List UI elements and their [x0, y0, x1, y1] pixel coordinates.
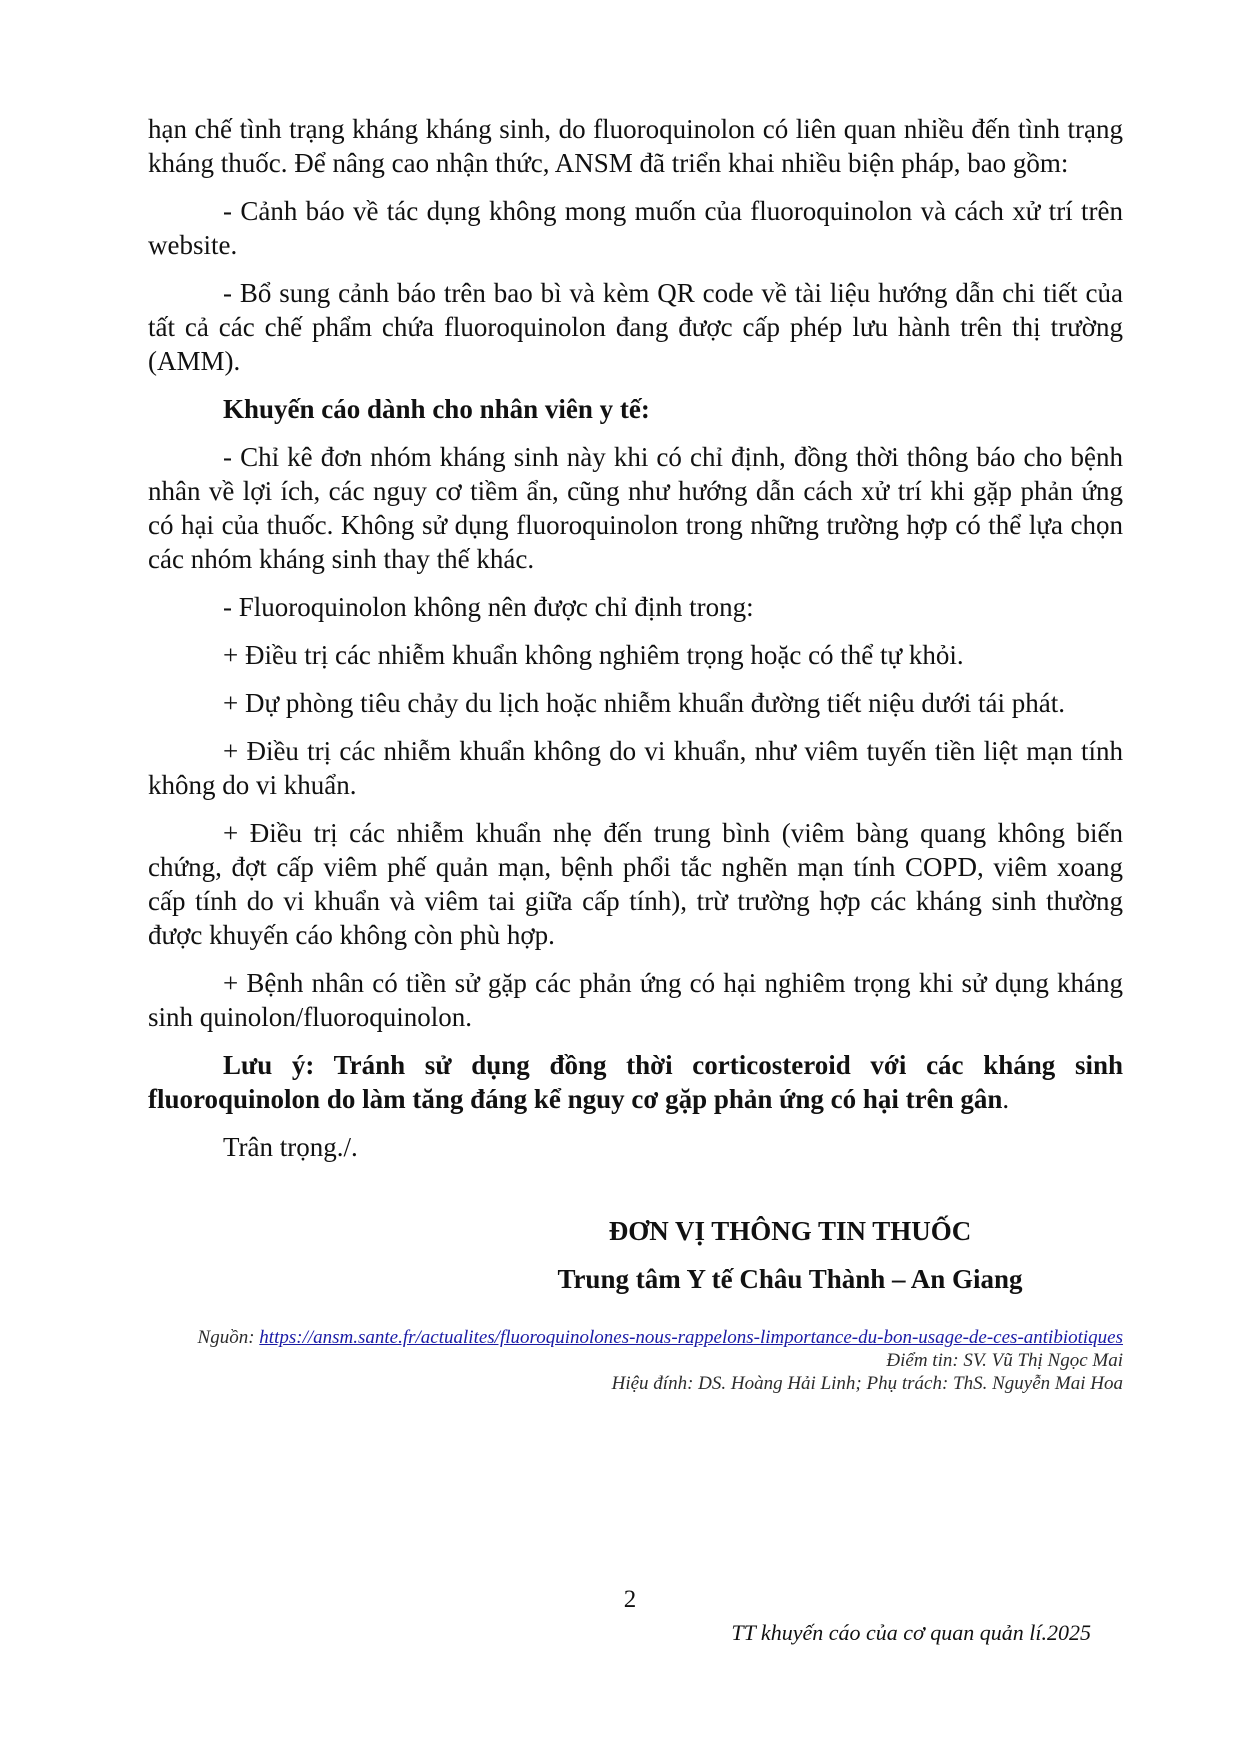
recommendation-2: - Fluoroquinolon không nên được chỉ định trong:: [223, 592, 754, 622]
closing-text: Trân trọng./.: [223, 1132, 358, 1162]
recommendation-heading: Khuyến cáo dành cho nhân viên y tế:: [223, 394, 650, 424]
contraindication-1: + Điều trị các nhiễm khuẩn không nghiêm trọng hoặc có thể tự khỏi.: [223, 640, 964, 670]
note-paragraph: [148, 1048, 1123, 1116]
source-line: [173, 1326, 1123, 1349]
contraindication-5: + Bệnh nhân có tiền sử gặp các phản ứng có hại nghiêm trọng khi sử dụng kháng sinh quinolon/fluoroquinolon.: [148, 968, 1123, 1032]
page-number: 2: [623, 1586, 637, 1613]
note-text: Lưu ý: Tránh sử dụng đồng thời corticosteroid với các kháng sinh fluoroquinolon do làm tăng đáng kể nguy cơ gặp phản ứng có hại trên gân: [148, 1050, 1123, 1114]
contraindication-3: + Điều trị các nhiễm khuẩn không do vi khuẩn, như viêm tuyến tiền liệt mạn tính không do vi khuẩn.: [148, 736, 1123, 800]
page-footer: TT khuyến cáo của cơ quan quản lí.2025: [731, 1620, 1091, 1645]
review-credit: Hiệu đính: DS. Hoàng Hải Linh; Phụ trách: ThS. Nguyễn Mai Hoa: [611, 1373, 1123, 1394]
intro-paragraph: hạn chế tình trạng kháng kháng sinh, do fluoroquinolon có liên quan nhiều đến tình trạng kháng thuốc. Để nâng cao nhận thức, ANSM đã triển khai nhiều biện pháp, bao gồm:: [148, 114, 1123, 178]
source-label: Nguồn:: [197, 1327, 260, 1348]
recommendation-1: - Chỉ kê đơn nhóm kháng sinh này khi có chỉ định, đồng thời thông báo cho bệnh nhân về lợi ích, các nguy cơ tiềm ẩn, cũng như hướng dẫn cách xử trí khi gặp phản ứng có hại của thuốc. Không sử dụng fluoroquinolon trong những trường hợp có thể lựa chọn các nhóm kháng sinh thay thế khác.: [148, 442, 1123, 574]
document-body: [148, 112, 1123, 1178]
summary-credit: Điểm tin: SV. Vũ Thị Ngọc Mai: [886, 1350, 1123, 1371]
source-link[interactable]: https://ansm.sante.fr/actualites/fluoroquinolones-nous-rappelons-limportance-du-bon-usage-de-ces-antibiotiques: [259, 1327, 1123, 1348]
measure-item-1: - Cảnh báo về tác dụng không mong muốn của fluoroquinolon và cách xử trí trên website.: [148, 196, 1123, 260]
signature-organization: Trung tâm Y tế Châu Thành – An Giang: [557, 1264, 1023, 1294]
note-period: .: [1002, 1084, 1010, 1114]
signature-unit: ĐƠN VỊ THÔNG TIN THUỐC: [608, 1216, 972, 1246]
measure-item-2: - Bổ sung cảnh báo trên bao bì và kèm QR code về tài liệu hướng dẫn chi tiết của tất cả các chế phẩm chứa fluoroquinolon đang được cấp phép lưu hành trên thị trường (AMM).: [148, 278, 1123, 376]
contraindication-4: + Điều trị các nhiễm khuẩn nhẹ đến trung bình (viêm bàng quang không biến chứng, đợt cấp viêm phế quản mạn, bệnh phổi tắc nghẽn mạn tính COPD, viêm xoang cấp tính do vi khuẩn và viêm tai giữa cấp tính), trừ trường hợp các kháng sinh thường được khuyến cáo không còn phù hợp.: [148, 818, 1123, 950]
source-block: [173, 1326, 1123, 1395]
contraindication-2: + Dự phòng tiêu chảy du lịch hoặc nhiễm khuẩn đường tiết niệu dưới tái phát.: [223, 688, 1066, 718]
